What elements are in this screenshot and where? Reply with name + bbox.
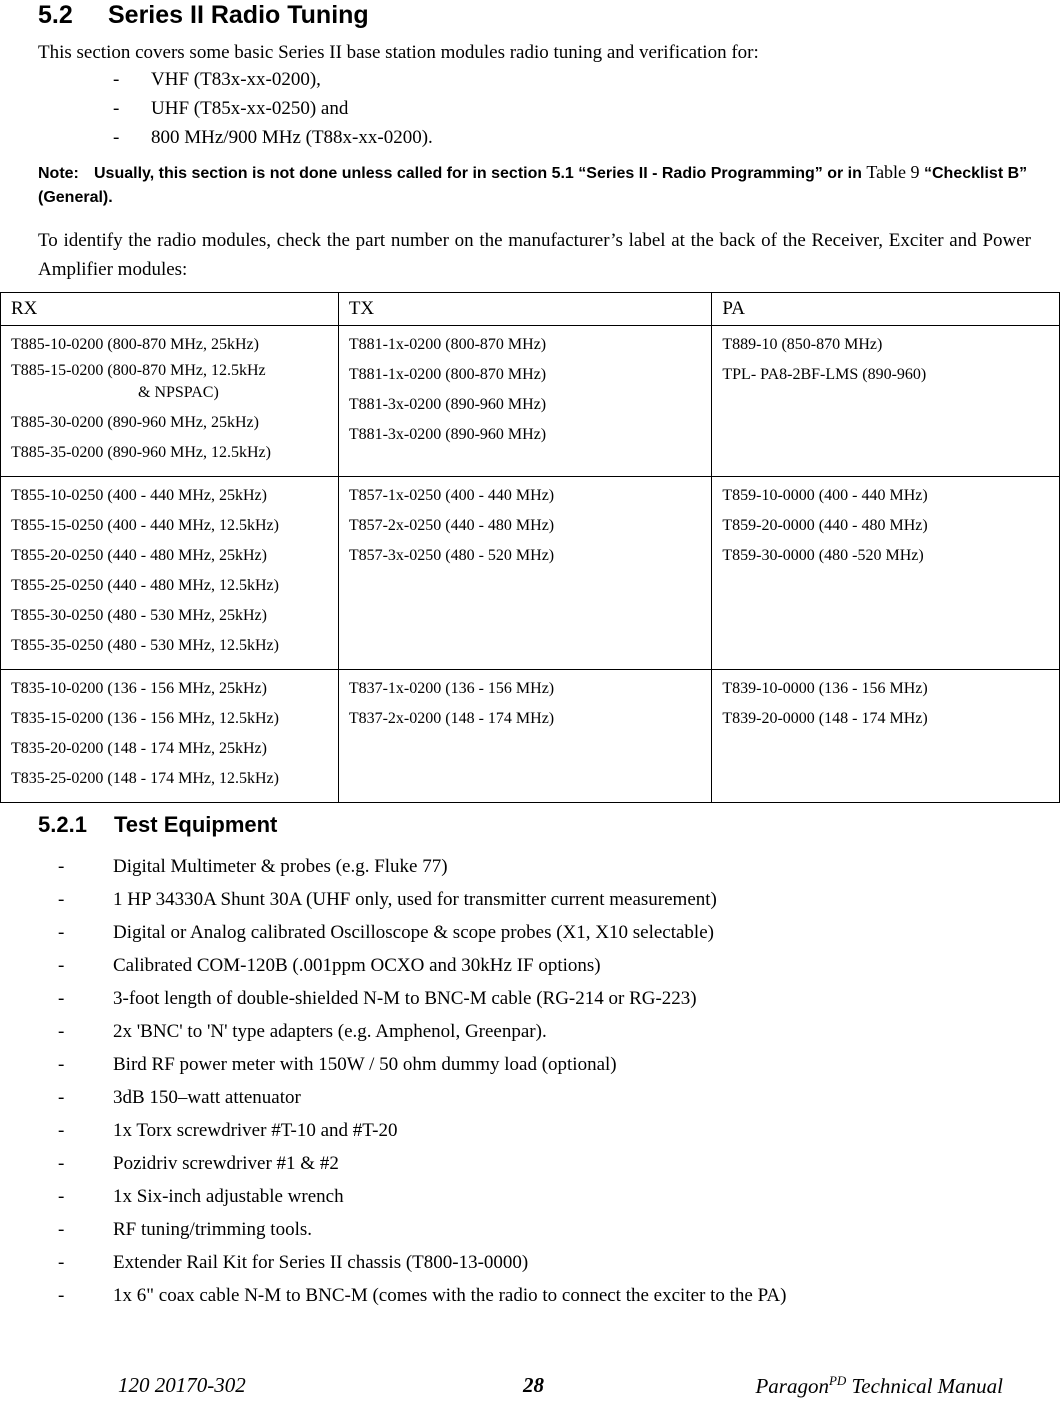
list-item [58, 1147, 786, 1180]
list-item [58, 850, 786, 883]
table-row-uhf [1, 477, 1060, 670]
identify-paragraph: To identify the radio modules, check the part number on the manufacturer’s label at the back of the Receiver, Exciter and Power Amplifier modules: [38, 230, 1031, 280]
pa-cell [712, 477, 1060, 670]
table-header-row [1, 293, 1060, 326]
part-number: T885-15-0200 (800-870 MHz, 12.5kHz [11, 362, 266, 379]
list-item [58, 1279, 786, 1312]
dash-marker: - [58, 1252, 65, 1273]
list-item-text: UHF (T85x-xx-0250) and [151, 98, 349, 119]
dash-marker: - [113, 98, 120, 119]
page-number: 28 [523, 1373, 544, 1397]
list-item [58, 883, 786, 916]
part-number: T881-1x-0200 (800-870 MHz) [348, 366, 547, 383]
part-number: T835-25-0200 (148 - 174 MHz, 12.5kHz) [11, 770, 279, 787]
list-item [58, 1081, 786, 1114]
part-number: T855-15-0250 (400 - 440 MHz, 12.5kHz) [11, 517, 279, 534]
list-item-text: Pozidriv screwdriver #1 & #2 [113, 1153, 339, 1174]
list-item [58, 1114, 786, 1147]
header-pa-label: PA [722, 298, 745, 319]
dash-marker: - [58, 988, 65, 1009]
module-part-table [0, 292, 1060, 803]
list-item [113, 65, 433, 94]
part-number: TPL- PA8-2BF-LMS (890-960) [722, 366, 927, 383]
list-item-text: 1x Six-inch adjustable wrench [113, 1186, 344, 1207]
dash-marker: - [58, 922, 65, 943]
list-item-text: 3dB 150–watt attenuator [113, 1087, 301, 1108]
subsection-title: Test Equipment [114, 812, 278, 837]
section-number: 5.2 [38, 1, 73, 29]
list-item [113, 123, 433, 152]
part-number: T881-1x-0200 (800-870 MHz) [348, 336, 547, 353]
list-item [58, 949, 786, 982]
list-item-text: 1x 6" coax cable N-M to BNC-M (comes with the radio to connect the exciter to the PA) [113, 1285, 787, 1306]
dash-marker: - [113, 69, 120, 90]
list-item-text: 1 HP 34330A Shunt 30A (UHF only, used for transmitter current measurement) [113, 889, 717, 910]
part-number: T885-10-0200 (800-870 MHz, 25kHz) [11, 336, 259, 353]
rx-cell [1, 477, 339, 670]
list-item [58, 1015, 786, 1048]
tx-cell [338, 326, 712, 477]
header-tx-label: TX [348, 298, 375, 319]
list-item-text: Digital or Analog calibrated Oscilloscope & scope probes (X1, X10 selectable) [113, 922, 714, 943]
part-number: T881-3x-0200 (890-960 MHz) [348, 426, 547, 443]
dash-marker: - [58, 1153, 65, 1174]
dash-marker: - [113, 127, 120, 148]
list-item-text: VHF (T83x-xx-0200), [151, 69, 321, 90]
section-heading [38, 0, 369, 30]
part-number: T837-1x-0200 (136 - 156 MHz) [348, 680, 555, 697]
part-number: T855-20-0250 (440 - 480 MHz, 25kHz) [11, 547, 267, 564]
manual-suffix: Technical Manual [846, 1374, 1003, 1398]
dash-marker: - [58, 1186, 65, 1207]
part-number: T837-2x-0200 (148 - 174 MHz) [348, 710, 555, 727]
list-item [58, 916, 786, 949]
part-number: T857-3x-0250 (480 - 520 MHz) [348, 547, 555, 564]
list-item-text: Extender Rail Kit for Series II chassis (T800-13-0000) [113, 1252, 529, 1273]
part-number: T885-35-0200 (890-960 MHz, 12.5kHz) [11, 444, 271, 461]
manual-title [755, 1373, 1003, 1399]
list-item [58, 1048, 786, 1081]
part-number: T857-1x-0250 (400 - 440 MHz) [348, 487, 555, 504]
list-item-text: 1x Torx screwdriver #T-10 and #T-20 [113, 1120, 398, 1141]
header-tx [338, 293, 712, 326]
dash-marker: - [58, 955, 65, 976]
band-list [113, 65, 433, 152]
dash-marker: - [58, 1087, 65, 1108]
part-number: T881-3x-0200 (890-960 MHz) [348, 396, 547, 413]
table-reference-link[interactable]: Table 9 [866, 162, 920, 182]
part-number: T859-30-0000 (480 -520 MHz) [722, 547, 924, 564]
subsection-heading [38, 810, 277, 840]
part-number: T889-10 (850-870 MHz) [722, 336, 883, 353]
dash-marker: - [58, 1021, 65, 1042]
section-title: Series II Radio Tuning [108, 1, 369, 29]
document-page [11, 0, 1059, 1399]
part-number: T855-25-0250 (440 - 480 MHz, 12.5kHz) [11, 577, 279, 594]
list-item [58, 1180, 786, 1213]
part-number: T859-10-0000 (400 - 440 MHz) [722, 487, 928, 504]
part-number: T839-10-0000 (136 - 156 MHz) [722, 680, 928, 697]
part-number: T855-30-0250 (480 - 530 MHz, 25kHz) [11, 607, 267, 624]
part-number: T839-20-0000 (148 - 174 MHz) [722, 710, 928, 727]
table-row-800-900mhz [1, 326, 1060, 477]
note-text-after: “Checklist B” (General). [38, 165, 1028, 206]
note-text: Usually, this section is not done unless called for in section 5.1 “Series II - Radio Programming” or in [94, 165, 862, 182]
part-number: T835-10-0200 (136 - 156 MHz, 25kHz) [11, 680, 267, 697]
note-block [38, 160, 1028, 210]
manual-name: Paragon [755, 1374, 829, 1398]
tx-cell [338, 477, 712, 670]
header-pa [712, 293, 1060, 326]
part-number-continuation: & NPSPAC) [138, 384, 219, 401]
list-item-text: Digital Multimeter & probes (e.g. Fluke 77) [113, 856, 448, 877]
part-number: T885-30-0200 (890-960 MHz, 25kHz) [11, 414, 259, 431]
dash-marker: - [58, 1219, 65, 1240]
subsection-number: 5.2.1 [38, 812, 87, 837]
part-number: T835-20-0200 (148 - 174 MHz, 25kHz) [11, 740, 267, 757]
part-number: T855-10-0250 (400 - 440 MHz, 25kHz) [11, 487, 267, 504]
part-number: T857-2x-0250 (440 - 480 MHz) [348, 517, 555, 534]
dash-marker: - [58, 1120, 65, 1141]
rx-cell [1, 326, 339, 477]
dash-marker: - [58, 889, 65, 910]
part-number: T859-20-0000 (440 - 480 MHz) [722, 517, 928, 534]
header-rx-label: RX [11, 298, 38, 319]
list-item-text: Bird RF power meter with 150W / 50 ohm dummy load (optional) [113, 1054, 617, 1075]
list-item-text: 3-foot length of double-shielded N-M to BNC-M cable (RG-214 or RG-223) [113, 988, 697, 1009]
dash-marker: - [58, 856, 65, 877]
dash-marker: - [58, 1285, 65, 1306]
part-number: T835-15-0200 (136 - 156 MHz, 12.5kHz) [11, 710, 279, 727]
dash-marker: - [58, 1054, 65, 1075]
note-label: Note: [38, 165, 79, 182]
list-item [113, 94, 433, 123]
list-item-text: 800 MHz/900 MHz (T88x-xx-0200). [151, 127, 433, 148]
list-item [58, 1213, 786, 1246]
intro-text: This section covers some basic Series II base station modules radio tuning and verification for: [38, 42, 759, 63]
list-item-text: RF tuning/trimming tools. [113, 1219, 312, 1240]
document-number: 120 20170-302 [118, 1373, 246, 1397]
list-item-text: 2x 'BNC' to 'N' type adapters (e.g. Amphenol, Greenpar). [113, 1021, 547, 1042]
list-item-text: Calibrated COM-120B (.001ppm OCXO and 30kHz IF options) [113, 955, 601, 976]
pa-cell [712, 326, 1060, 477]
manual-superscript: PD [828, 1373, 847, 1388]
rx-cell [1, 670, 339, 803]
table-row-vhf [1, 670, 1060, 803]
part-number: T855-35-0250 (480 - 530 MHz, 12.5kHz) [11, 637, 279, 654]
list-item [58, 982, 786, 1015]
pa-cell [712, 670, 1060, 803]
tx-cell [338, 670, 712, 803]
list-item [58, 1246, 786, 1279]
header-rx [1, 293, 339, 326]
equipment-list [58, 850, 786, 1312]
